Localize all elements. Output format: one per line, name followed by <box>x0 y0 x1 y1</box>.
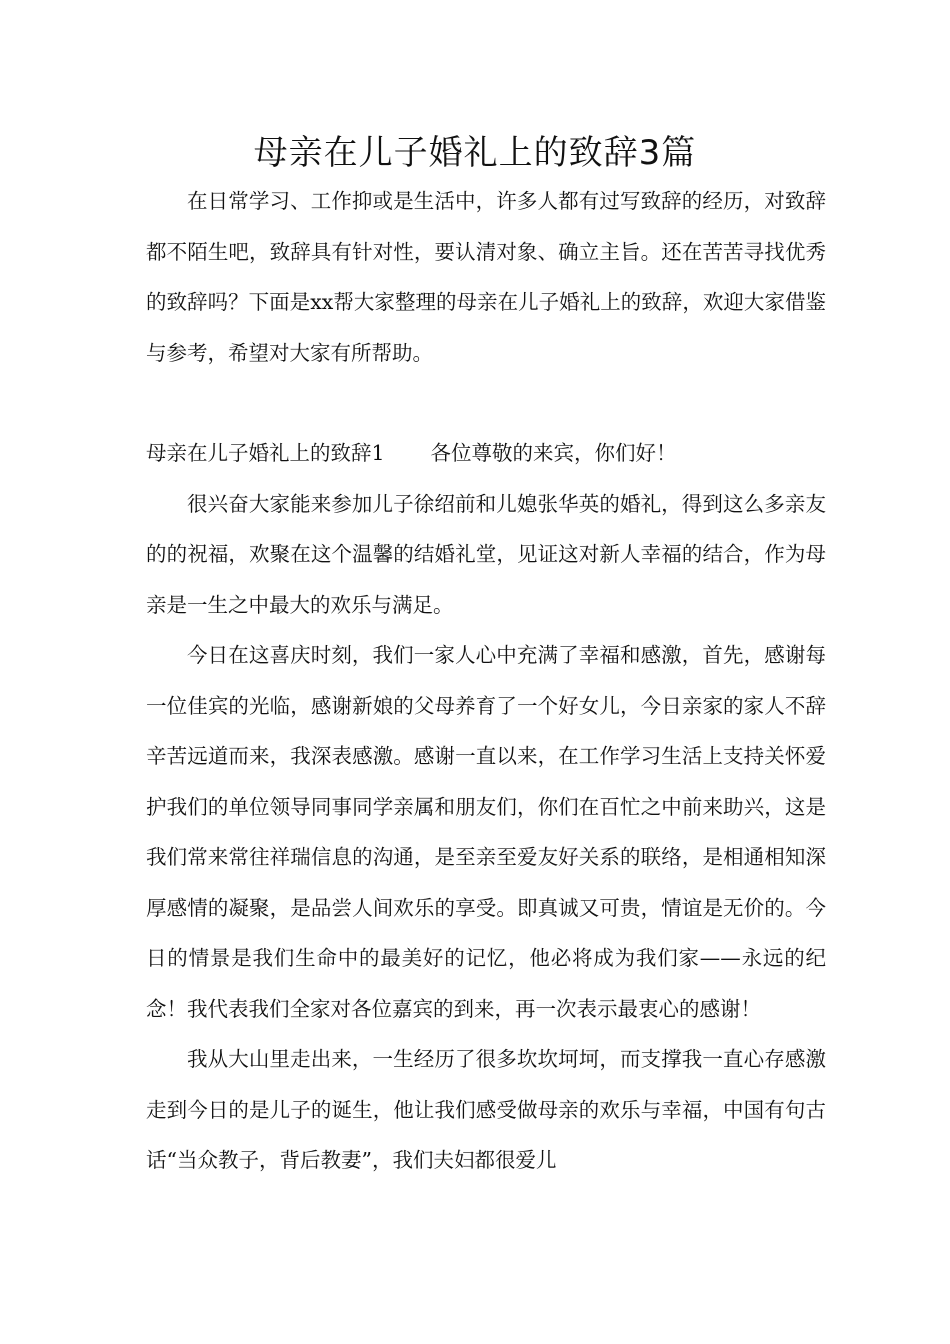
document-title: 母亲在儿子婚礼上的致辞3篇 <box>253 133 697 173</box>
body-paragraph-1: 很兴奋大家能来参加儿子徐绍前和儿媳张华英的婚礼，得到这么多亲友的的祝福，欢聚在这个温馨的结婚礼堂，见证这对新人幸福的结合，作为母亲是一生之中最大的欢乐与满足。 <box>146 491 826 617</box>
paragraph-gap <box>146 378 826 428</box>
section-heading-line <box>146 428 826 479</box>
body-paragraph-2: 今日在这喜庆时刻，我们一家人心中充满了幸福和感激，首先，感谢每一位佳宾的光临，感谢新娘的父母养育了一个好女儿，今日亲家的家人不辞辛苦远道而来，我深表感激。感谢一直以来，在工作学习生活上支持关怀爱护我们的单位领导同事同学亲属和朋友们，你们在百忙之中前来助兴，这是我们常来常往祥瑞信息的沟通，是至亲至爱友好关系的联络，是相通相知深厚感情的凝聚，是品尝人间欢乐的享受。即真诚又可贵，情谊是无价的。今日的情景是我们生命中的最美好的记忆，他必将成为我们家——永远的纪念！我代表我们全家对各位嘉宾的到来，再一次表示最衷心的感谢！ <box>146 643 826 1021</box>
intro-paragraph: 在日常学习、工作抑或是生活中，许多人都有过写致辞的经历，对致辞都不陌生吧，致辞具有针对性，要认清对象、确立主旨。还在苦苦寻找优秀的致辞吗？下面是xx帮大家整理的母亲在儿子婚礼上的致辞，欢迎大家借鉴与参考，希望对大家有所帮助。 <box>146 189 826 365</box>
body-paragraph-3: 我从大山里走出来，一生经历了很多坎坎坷坷，而支撑我一直心存感激走到今日的是儿子的诞生，他让我们感受做母亲的欢乐与幸福，中国有句古话“当众教子，背后教妻”，我们夫妇都很爱儿 <box>146 1047 826 1172</box>
section-heading: 母亲在儿子婚礼上的致辞1 <box>146 441 385 465</box>
greeting-text: 各位尊敬的来宾，你们好！ <box>430 441 677 465</box>
document-body <box>146 176 826 1186</box>
